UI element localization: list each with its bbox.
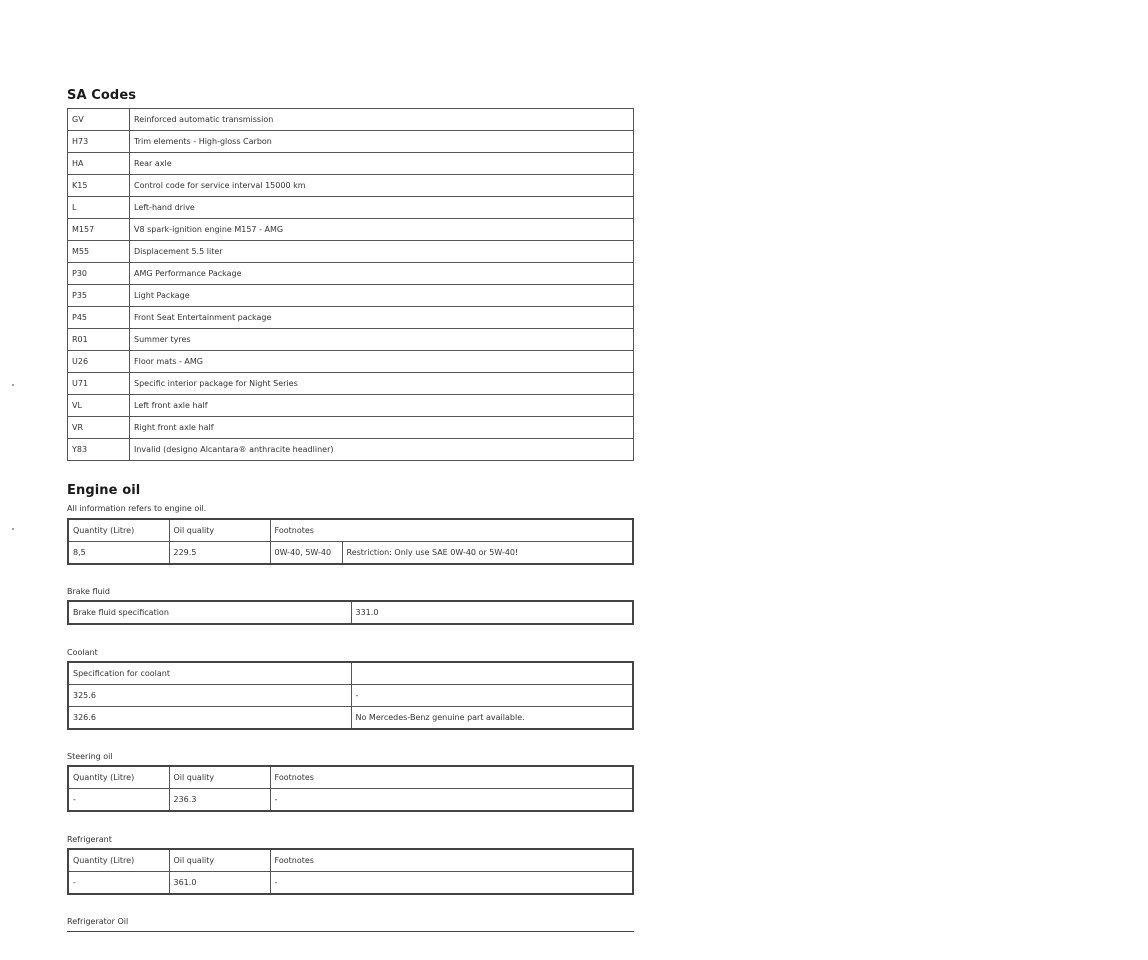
table-row: [68, 439, 634, 461]
sa-description-cell: Floor mats - AMG: [130, 351, 634, 373]
refrigerator-oil-title: Refrigerator Oil: [67, 917, 129, 926]
table-row: [68, 542, 633, 565]
sa-description-cell: Invalid (designo Alcantara® anthracite headliner): [130, 439, 634, 461]
header-quantity: Quantity (Litre): [68, 519, 169, 542]
table-row: [68, 351, 634, 373]
engine-oil-note: All information refers to engine oil.: [67, 504, 207, 513]
table-row: [68, 263, 634, 285]
sa-code-cell: R01: [68, 329, 130, 351]
cell-footnotes: -: [270, 872, 633, 895]
sa-code-cell: U71: [68, 373, 130, 395]
sa-description-cell: Right front axle half: [130, 417, 634, 439]
margin-dot: [12, 528, 14, 530]
table-row: [68, 417, 634, 439]
sa-codes-title: SA Codes: [67, 88, 137, 103]
sa-description-cell: Trim elements - High-gloss Carbon: [130, 131, 634, 153]
margin-dot: [12, 384, 14, 386]
header-oil-quality: Oil quality: [169, 519, 270, 542]
sa-code-cell: P35: [68, 285, 130, 307]
sa-description-cell: Left front axle half: [130, 395, 634, 417]
sa-description-cell: Reinforced automatic transmission: [130, 109, 634, 131]
brake-fluid-label: Brake fluid specification: [68, 601, 351, 624]
brake-fluid-title: Brake fluid: [67, 587, 110, 596]
table-row: [68, 789, 633, 812]
cell-oil-quality: 229.5: [169, 542, 270, 565]
brake-fluid-value: 331.0: [351, 601, 633, 624]
cell-footnote-code: 0W-40, 5W-40: [270, 542, 342, 565]
cell-footnote-text: Restriction: Only use SAE 0W-40 or 5W-40!: [342, 542, 633, 565]
table-row: [68, 219, 634, 241]
table-row: [68, 872, 633, 895]
engine-oil-table: [67, 518, 634, 565]
steering-oil-title: Steering oil: [67, 752, 113, 761]
table-row: [68, 131, 634, 153]
cell-oil-quality: 236.3: [169, 789, 270, 812]
table-header-row: [68, 519, 633, 542]
header-footnotes: Footnotes: [270, 519, 633, 542]
table-row: [68, 153, 634, 175]
cell-quantity: -: [68, 789, 169, 812]
refrigerant-title: Refrigerant: [67, 835, 112, 844]
refrigerant-table: [67, 848, 634, 895]
sa-description-cell: Summer tyres: [130, 329, 634, 351]
sa-description-cell: Light Package: [130, 285, 634, 307]
sa-code-cell: Y83: [68, 439, 130, 461]
cell-coolant-note: No Mercedes-Benz genuine part available.: [351, 707, 633, 730]
header-oil-quality: Oil quality: [169, 849, 270, 872]
header-empty: [351, 662, 633, 685]
sa-code-cell: M55: [68, 241, 130, 263]
header-quantity: Quantity (Litre): [68, 766, 169, 789]
cell-coolant-spec: 326.6: [68, 707, 351, 730]
coolant-title: Coolant: [67, 648, 98, 657]
engine-oil-title: Engine oil: [67, 483, 141, 498]
table-row: [68, 685, 633, 707]
sa-code-cell: H73: [68, 131, 130, 153]
sa-code-cell: VL: [68, 395, 130, 417]
table-row: [68, 601, 633, 624]
sa-code-cell: VR: [68, 417, 130, 439]
sa-codes-table: [67, 108, 634, 461]
table-row: [68, 109, 634, 131]
table-row: [68, 329, 634, 351]
sa-code-cell: HA: [68, 153, 130, 175]
table-row: [68, 373, 634, 395]
sa-code-cell: M157: [68, 219, 130, 241]
header-coolant-spec: Specification for coolant: [68, 662, 351, 685]
coolant-table: [67, 661, 634, 730]
sa-description-cell: V8 spark-ignition engine M157 - AMG: [130, 219, 634, 241]
table-row: [68, 241, 634, 263]
sa-description-cell: AMG Performance Package: [130, 263, 634, 285]
table-row: [68, 307, 634, 329]
table-row: [68, 197, 634, 219]
cell-coolant-note: -: [351, 685, 633, 707]
sa-code-cell: U26: [68, 351, 130, 373]
table-header-row: [68, 849, 633, 872]
header-oil-quality: Oil quality: [169, 766, 270, 789]
cell-footnotes: -: [270, 789, 633, 812]
table-row: [68, 395, 634, 417]
header-quantity: Quantity (Litre): [68, 849, 169, 872]
header-footnotes: Footnotes: [270, 849, 633, 872]
section-divider: [67, 931, 634, 932]
table-row: [68, 707, 633, 730]
table-row: [68, 285, 634, 307]
sa-description-cell: Control code for service interval 15000 km: [130, 175, 634, 197]
header-footnotes: Footnotes: [270, 766, 633, 789]
sa-code-cell: P30: [68, 263, 130, 285]
sa-code-cell: K15: [68, 175, 130, 197]
sa-description-cell: Specific interior package for Night Series: [130, 373, 634, 395]
sa-description-cell: Displacement 5.5 liter: [130, 241, 634, 263]
cell-oil-quality: 361.0: [169, 872, 270, 895]
cell-quantity: 8,5: [68, 542, 169, 565]
table-header-row: [68, 662, 633, 685]
sa-description-cell: Left-hand drive: [130, 197, 634, 219]
sa-description-cell: Rear axle: [130, 153, 634, 175]
sa-description-cell: Front Seat Entertainment package: [130, 307, 634, 329]
cell-coolant-spec: 325.6: [68, 685, 351, 707]
sa-code-cell: GV: [68, 109, 130, 131]
brake-fluid-table: [67, 600, 634, 625]
table-row: [68, 175, 634, 197]
sa-code-cell: L: [68, 197, 130, 219]
steering-oil-table: [67, 765, 634, 812]
cell-quantity: -: [68, 872, 169, 895]
sa-code-cell: P45: [68, 307, 130, 329]
table-header-row: [68, 766, 633, 789]
